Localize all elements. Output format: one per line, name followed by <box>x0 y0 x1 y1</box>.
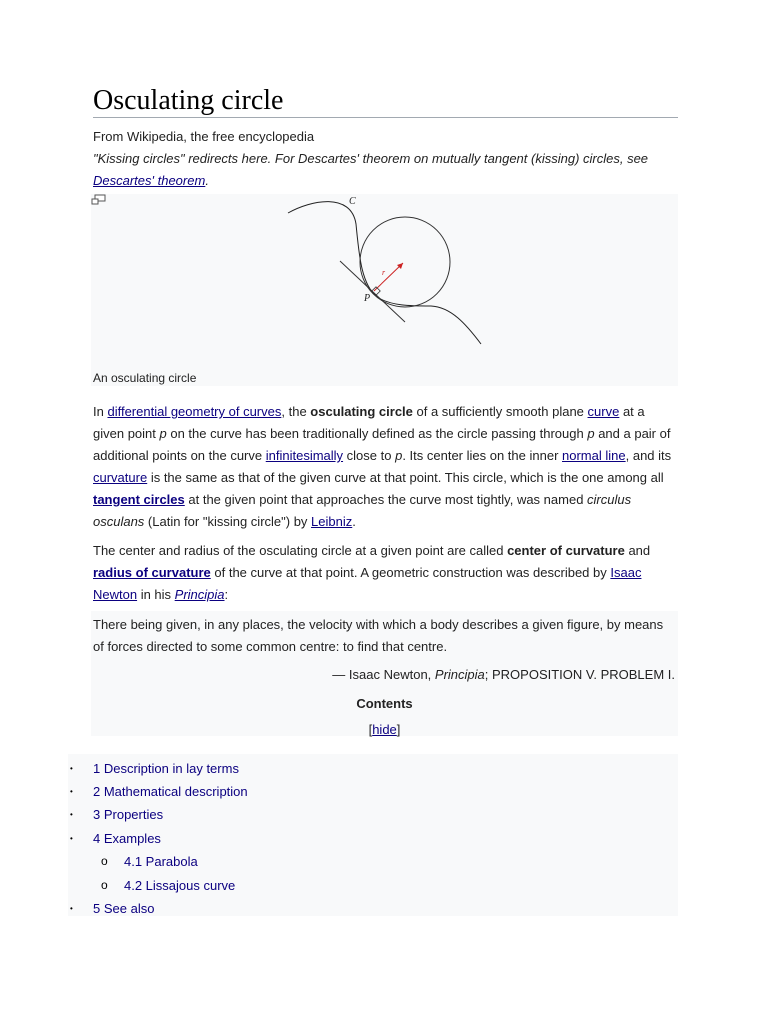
title-divider <box>93 117 678 118</box>
toc-link-examples[interactable]: 4 Examples <box>93 831 161 846</box>
text: In <box>93 404 108 419</box>
leibniz-link[interactable]: Leibniz <box>311 514 353 529</box>
text: on the curve has been traditionally defined as the circle passing through <box>166 426 588 441</box>
tangent-circles-link[interactable]: tangent circles <box>93 492 185 507</box>
toc-item <box>68 757 678 780</box>
toc-subitem <box>68 874 678 897</box>
text: at a given point <box>93 404 645 441</box>
bold-term: center of curvature <box>507 543 625 558</box>
figure <box>91 194 678 386</box>
isaac-newton-link[interactable]: Isaac Newton <box>93 565 642 602</box>
sub-bullet-icon: o <box>101 854 108 868</box>
italic-term: p <box>159 426 167 441</box>
bullet-icon: • <box>70 787 73 796</box>
italic-term: p <box>587 426 595 441</box>
table-of-contents <box>68 754 678 916</box>
bracket: ] <box>396 722 401 737</box>
toc-subitem <box>68 850 678 873</box>
italic-term: p <box>395 448 403 463</box>
text: of the curve at that point. A geometric construction was described by <box>210 565 611 580</box>
osculating-circle <box>360 217 450 307</box>
toc-item <box>68 803 678 826</box>
normal-line-link[interactable]: normal line <box>562 448 626 463</box>
hatnote-text: "Kissing circles" redirects here. For Descartes' theorem on mutually tangent (kissing) circles, see <box>93 151 649 166</box>
toc-link-properties[interactable]: 3 Properties <box>93 807 164 822</box>
toc-item <box>68 897 678 920</box>
text: of a sufficiently smooth plane <box>412 404 588 419</box>
radius-line <box>374 263 403 291</box>
toc-link-lissajous[interactable]: 4.2 Lissajous curve <box>124 878 236 893</box>
descartes-theorem-link[interactable]: Descartes' theorem <box>93 173 206 188</box>
text: . Its center lies on the inner <box>402 448 563 463</box>
text: , the <box>281 404 311 419</box>
bullet-icon: • <box>70 834 73 843</box>
hatnote-end: . <box>205 173 209 188</box>
sub-bullet-icon: o <box>101 878 108 892</box>
toc-title: Contents <box>356 696 413 711</box>
text: and a pair of additional points on the curve <box>93 426 671 463</box>
bracket: [ <box>368 722 373 737</box>
text: . <box>352 514 356 529</box>
curve-link[interactable]: curve <box>587 404 620 419</box>
quote-attribution <box>332 664 675 686</box>
osculating-circle-diagram <box>91 194 678 386</box>
text: in his <box>137 587 175 602</box>
intro-paragraph <box>93 401 678 533</box>
site-tagline: From Wikipedia, the free encyclopedia <box>93 129 315 144</box>
text: close to <box>343 448 396 463</box>
toc-link-parabola[interactable]: 4.1 Parabola <box>124 854 198 869</box>
differential-geometry-link[interactable]: differential geometry of curves <box>107 404 282 419</box>
bullet-icon: • <box>70 810 73 819</box>
text: : <box>224 587 229 602</box>
text: (Latin for "kissing circle") by <box>144 514 312 529</box>
text: at the given point that approaches the curve most tightly, was named <box>184 492 588 507</box>
quote-text: There being given, in any places, the velocity with which a body describes a given figure, by means of forces directed to some common centre: to find that centre. <box>93 617 664 654</box>
toc-link-see-also[interactable]: 5 See also <box>93 901 155 916</box>
figure-caption: An osculating circle <box>93 371 197 385</box>
enlarge-icon[interactable] <box>91 194 106 205</box>
toc-item <box>68 780 678 803</box>
toc-item <box>68 827 678 850</box>
bullet-icon: • <box>70 904 73 913</box>
infinitesimally-link[interactable]: infinitesimally <box>265 448 344 463</box>
text: The center and radius of the osculating circle at a given point are called <box>93 543 508 558</box>
toc-link-description[interactable]: 1 Description in lay terms <box>93 761 239 776</box>
text: — Isaac Newton, <box>332 667 435 682</box>
label-r: r <box>382 268 386 277</box>
hatnote <box>93 148 678 192</box>
principia-link[interactable]: Principia <box>174 587 225 602</box>
toc-hide-toggle <box>91 719 678 741</box>
page-title: Osculating circle <box>93 85 284 116</box>
italic-term: circulus osculans <box>93 492 632 529</box>
bullet-icon: • <box>70 764 73 773</box>
text: is the same as that of the given curve at that point. This circle, which is the one among all <box>147 470 664 485</box>
label-p: P <box>364 293 371 304</box>
text: , and its <box>625 448 672 463</box>
italic-term: Principia <box>434 667 485 682</box>
text: ; PROPOSITION V. PROBLEM I. <box>484 667 675 682</box>
toc-link-mathematical[interactable]: 2 Mathematical description <box>93 784 248 799</box>
center-paragraph <box>93 540 678 606</box>
label-c: C <box>349 196 356 207</box>
text: and <box>624 543 651 558</box>
quote-block <box>91 611 678 736</box>
curvature-link[interactable]: curvature <box>93 470 148 485</box>
toc-hide-link[interactable]: hide <box>372 722 397 737</box>
radius-of-curvature-link[interactable]: radius of curvature <box>93 565 211 580</box>
bold-term: osculating circle <box>310 404 413 419</box>
